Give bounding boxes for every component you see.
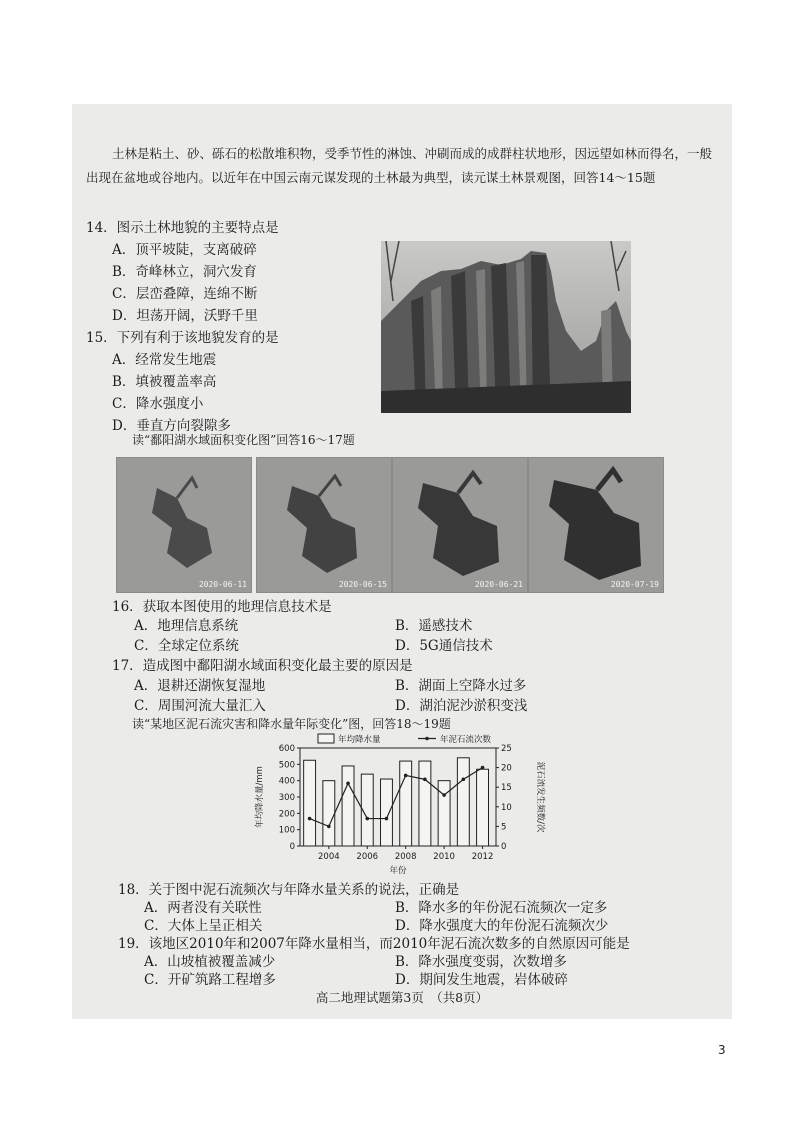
precipitation-bar [381,779,393,846]
q18-option-c: C．大体上呈正相关 [144,918,263,934]
y2-axis-label: 泥石流发生频数/次 [535,761,545,833]
page-number: 3 [718,1043,726,1057]
satellite-image-4 [528,457,664,593]
q14-option-c: C．层峦叠障，连绵不断 [112,286,258,302]
satellite-image-2 [256,457,392,593]
q16-option-c: C．全球定位系统 [134,638,239,654]
q14-option-d: D．坦荡开阔，沃野千里 [112,308,258,324]
y-tick-label: 600 [278,744,295,754]
debris-flow-point [442,793,446,797]
q15-option-d: D．垂直方向裂隙多 [112,418,231,434]
q19-stem: 19．该地区2010年和2007年降水量相当，而2010年泥石流次数多的自然原因可能是 [118,936,630,952]
y2-tick-label: 20 [501,763,512,774]
q19-option-c: C．开矿筑路工程增多 [144,972,276,988]
q18-stem: 18．关于图中泥石流频次与年降水量关系的说法，正确是 [118,882,460,898]
q19-option-a: A．山坡植被覆盖减少 [144,954,276,970]
precipitation-bar [304,760,316,846]
legend-line-label: 年泥石流次数 [440,735,492,745]
y2-tick-label: 5 [501,822,507,833]
y2-tick-label: 0 [501,842,507,852]
x-tick-label: 2010 [433,852,455,862]
y-tick-label: 500 [278,760,295,771]
q16-stem: 16．获取本图使用的地理信息技术是 [112,599,332,615]
precipitation-bar [438,781,450,846]
y2-tick-label: 25 [501,744,512,754]
legend-line-marker [425,737,429,741]
satellite-date-4: 2020-07-19 [610,580,659,589]
q17-option-a: A．退耕还湖恢复湿地 [134,678,266,694]
y-tick-label: 100 [278,825,295,836]
chart-svg [248,732,548,892]
precipitation-bar [342,766,354,846]
debris-flow-point [308,817,312,821]
y-tick-label: 200 [278,809,295,820]
q18-19-lead: 读“某地区泥石流灾害和降水量年际变化”图，回答18～19题 [132,717,451,731]
q15-option-c: C．降水强度小 [112,396,204,412]
y2-tick-label: 15 [501,783,512,794]
q16-option-b: B．遥感技术 [395,618,473,634]
q18-option-b: B．降水多的年份泥石流频次一定多 [395,900,608,916]
precipitation-bar [477,769,489,846]
y2-tick-label: 10 [501,802,512,813]
debris-flow-point [365,817,369,821]
q18-option-a: A．两者没有关联性 [144,900,262,916]
satellite-image-1 [116,457,252,593]
satellite-date-1: 2020-06-11 [198,580,247,589]
q17-option-b: B．湖面上空降水过多 [395,678,527,694]
x-tick-label: 2004 [318,852,340,862]
debris-flow-point [385,817,389,821]
q17-option-d: D．湖泊泥沙淤积变浅 [395,698,528,714]
satellite-image-3 [392,457,528,593]
q17-option-c: C．周围河流大量汇入 [134,698,266,714]
q16-option-d: D．5G通信技术 [395,638,493,654]
y-tick-label: 300 [278,793,295,803]
q19-option-d: D．期间发生地震，岩体破碎 [395,972,568,988]
q18-option-d: D．降水强度大的年份泥石流频次少 [395,918,609,934]
q19-option-b: B．降水强度变弱，次数增多 [395,954,567,970]
x-tick-label: 2008 [394,852,417,862]
q14-stem: 14．图示土林地貌的主要特点是 [86,220,279,236]
debris-flow-point [481,766,485,770]
x-tick-label: 2006 [356,852,379,862]
debris-flow-point [462,778,466,782]
y-tick-label: 400 [278,776,295,787]
q16-17-lead: 读“鄱阳湖水域面积变化图”回答16～17题 [132,433,355,447]
precipitation-bar [419,761,431,846]
intro-paragraph: 土林是粘土、砂、砾石的松散堆积物，受季节性的淋蚀、冲刷而成的成群柱状地形，因远望如林而得名，一般出现在盆地或谷地内。以近年在中国云南元谋发现的土林最为典型，读元谋土林景观图，回答14～15题 [86,146,713,185]
debris-flow-precipitation-chart [248,732,548,892]
satellite-date-3: 2020-06-21 [474,580,523,589]
q14-option-a: A．顶平坡陡，支离破碎 [112,242,257,258]
earth-forest-photo [381,241,631,413]
q15-option-b: B．填被覆盖率高 [112,374,217,390]
y-tick-label: 0 [289,842,295,852]
precipitation-bar [323,781,335,846]
legend-bar-label: 年均降水量 [338,735,381,745]
x-tick-label: 2012 [471,852,494,862]
debris-flow-point [327,825,331,829]
exam-sheet [72,104,732,1019]
page-footer: 高二地理试题第3页 （共8页） [315,990,489,1005]
q15-option-a: A．经常发生地震 [112,352,217,368]
q16-option-a: A．地理信息系统 [134,618,239,634]
x-axis-label: 年份 [389,866,407,876]
q17-stem: 17．造成图中鄱阳湖水域面积变化最主要的原因是 [112,658,413,674]
q14-option-b: B．奇峰林立，洞穴发育 [112,264,257,280]
precipitation-bar [457,758,469,846]
debris-flow-point [404,774,408,778]
legend-bar-swatch [318,734,334,743]
q15-stem: 15．下列有利于该地貌发育的是 [86,330,279,346]
debris-flow-point [423,778,427,782]
debris-flow-point [346,781,350,785]
satellite-date-2: 2020-06-15 [338,580,387,589]
y-axis-label: 年均降水量/mm [255,766,265,828]
debris-flow-line [310,768,483,827]
